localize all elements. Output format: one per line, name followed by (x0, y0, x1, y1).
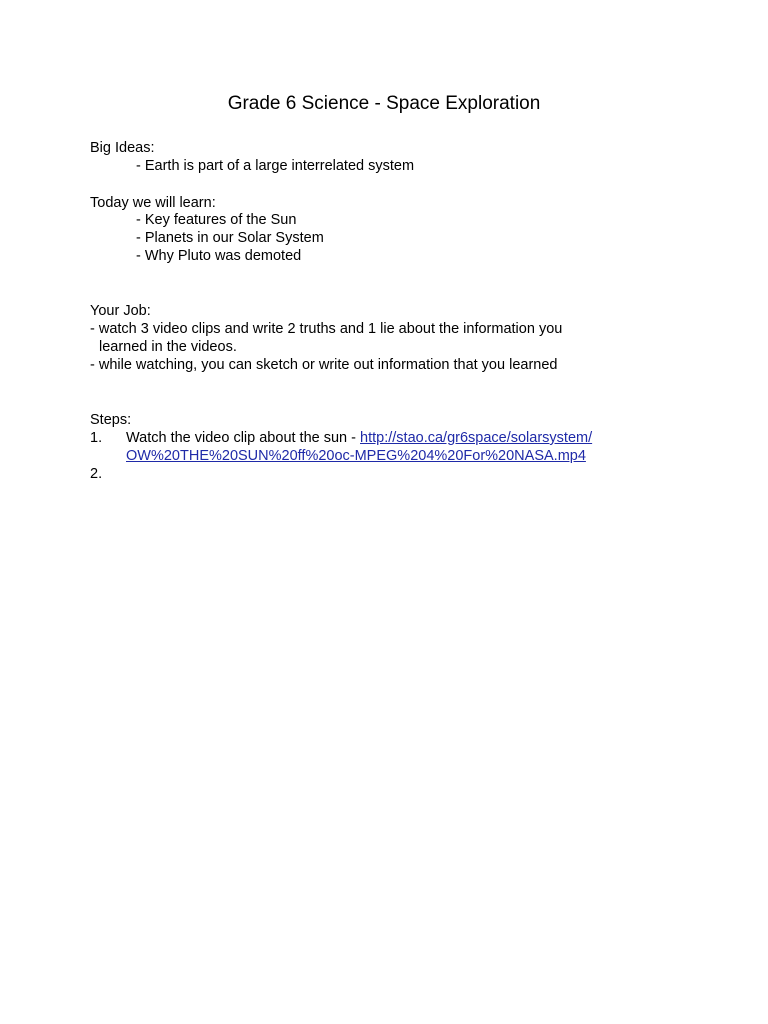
today-item: - Why Pluto was demoted (136, 248, 302, 264)
your-job-heading: Your Job: (90, 303, 151, 319)
step-link-continuation (126, 447, 586, 465)
your-job-item: - watch 3 video clips and write 2 truths and 1 lie about the information you (90, 321, 563, 337)
step-number: 2. (90, 466, 103, 482)
today-item: - Planets in our Solar System (136, 230, 324, 246)
today-item: - Key features of the Sun (136, 212, 297, 228)
step-number: 1. (90, 430, 103, 446)
video-link-continuation[interactable]: OW%20THE%20SUN%20ff%20oc-MPEG%204%20For%20NASA.mp4 (126, 448, 586, 464)
big-ideas-item: - Earth is part of a large interrelated system (136, 158, 415, 174)
steps-heading: Steps: (90, 412, 132, 428)
your-job-item: - while watching, you can sketch or write out information that you learned (90, 357, 558, 373)
video-link[interactable]: http://stao.ca/gr6space/solarsystem/ (360, 430, 593, 446)
today-heading: Today we will learn: (90, 195, 216, 211)
document-title: Grade 6 Science - Space Exploration (227, 93, 541, 114)
step-item (126, 429, 592, 447)
big-ideas-heading: Big Ideas: (90, 140, 155, 156)
step-text: Watch the video clip about the sun - (126, 430, 361, 446)
your-job-item-continuation: learned in the videos. (99, 339, 237, 355)
